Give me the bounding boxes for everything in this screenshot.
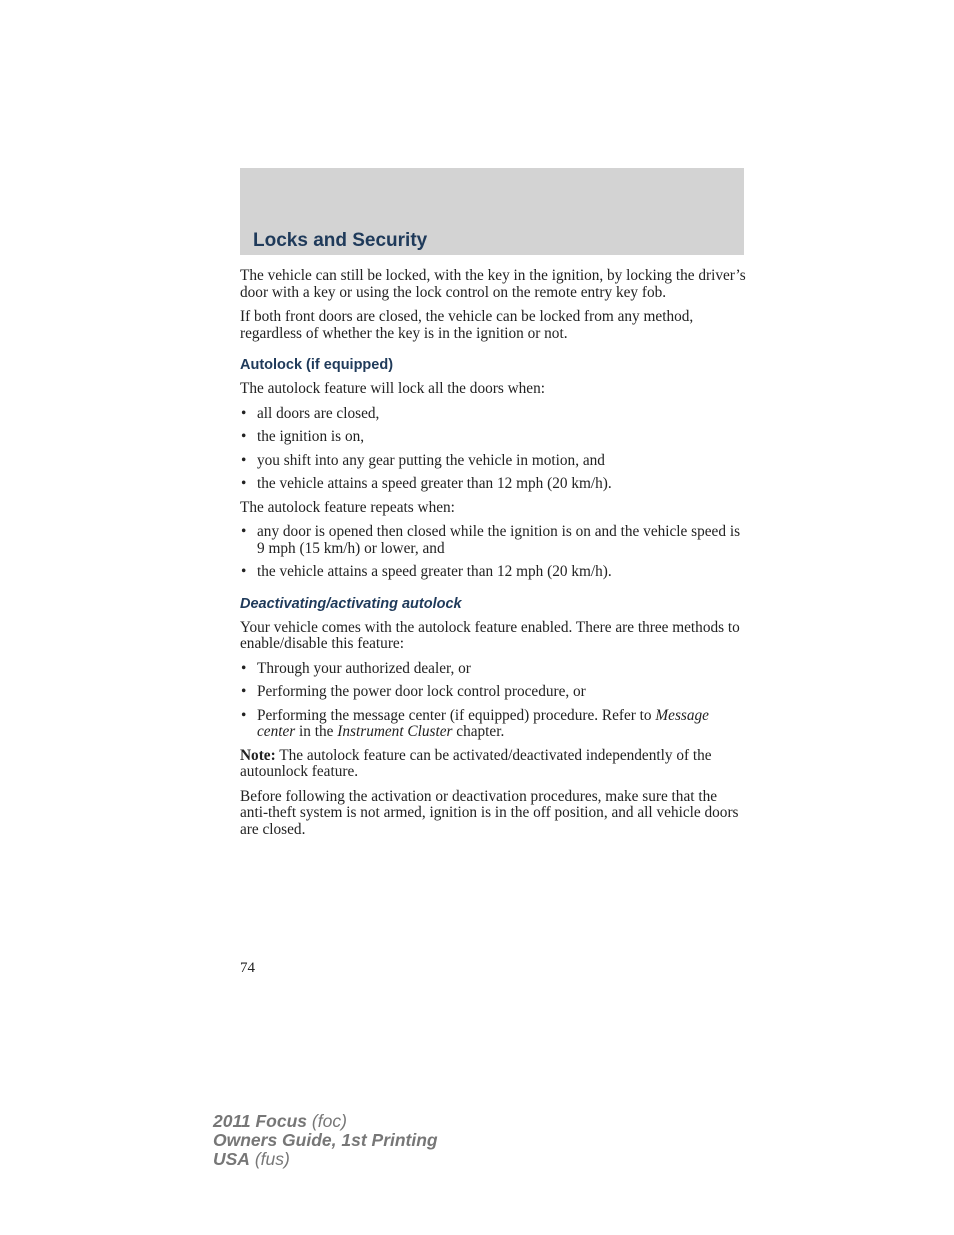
footer-market-code: (fus) bbox=[249, 1149, 290, 1169]
autolock-lock-list bbox=[240, 406, 746, 493]
list-item: • all doors are closed, bbox=[240, 406, 746, 423]
autolock-repeat-list bbox=[240, 524, 746, 581]
method-text: Performing the message center (if equipped) procedure. Refer to bbox=[257, 706, 656, 724]
list-item: • the ignition is on, bbox=[240, 429, 746, 446]
footer-line-3 bbox=[213, 1150, 438, 1169]
document-footer bbox=[213, 1112, 438, 1169]
chapter-header-band bbox=[240, 168, 744, 255]
closing-paragraph: Before following the activation or deactivation procedures, make sure that the anti-theft system is not armed, ignition is in the off position, and all vehicle doors are closed. bbox=[240, 787, 739, 838]
intro-paragraph-2: If both front doors are closed, the vehicle can be locked from any method, regardless of whether the key is in the ignition or not. bbox=[240, 308, 694, 342]
message-center-reference: Message center bbox=[257, 706, 709, 740]
autolock-repeat-intro: The autolock feature repeats when: bbox=[240, 498, 455, 516]
footer-printing: Owners Guide, 1st Printing bbox=[213, 1130, 438, 1150]
list-item bbox=[240, 708, 746, 741]
page-content bbox=[240, 268, 746, 846]
deactivating-heading: Deactivating/activating autolock bbox=[240, 595, 462, 612]
footer-line-1 bbox=[213, 1112, 438, 1131]
method-text: chapter. bbox=[452, 723, 505, 740]
deactivating-intro: Your vehicle comes with the autolock feature enabled. There are three methods to enable/disable this feature: bbox=[240, 618, 740, 652]
list-item: • any door is opened then closed while the ignition is on and the vehicle speed is 9 mph (15 km/h) or lower, and bbox=[240, 524, 746, 557]
autolock-lock-intro: The autolock feature will lock all the doors when: bbox=[240, 380, 545, 397]
method-text: in the bbox=[295, 723, 338, 740]
page-number: 74 bbox=[240, 960, 255, 976]
list-item: • you shift into any gear putting the vehicle in motion, and bbox=[240, 453, 746, 470]
footer-model-code: (foc) bbox=[307, 1111, 347, 1131]
list-item: • the vehicle attains a speed greater than 12 mph (20 km/h). bbox=[240, 476, 746, 493]
chapter-title: Locks and Security bbox=[253, 230, 428, 251]
list-item: • Through your authorized dealer, or bbox=[240, 661, 746, 678]
note-paragraph bbox=[240, 748, 746, 781]
list-item: • Performing the power door lock control procedure, or bbox=[240, 684, 746, 701]
footer-market: USA bbox=[213, 1149, 250, 1169]
footer-line-2 bbox=[213, 1131, 438, 1150]
autolock-heading: Autolock (if equipped) bbox=[240, 357, 394, 373]
intro-paragraph-1: The vehicle can still be locked, with the key in the ignition, by locking the driver’s door with a key or using the lock control on the remote entry key fob. bbox=[240, 267, 746, 301]
instrument-cluster-reference: Instrument Cluster bbox=[337, 723, 453, 740]
note-label: Note: bbox=[240, 746, 276, 764]
note-text: The autolock feature can be activated/deactivated independently of the autounlock feature. bbox=[240, 746, 712, 780]
deactivating-methods-list bbox=[240, 661, 746, 741]
list-item: • the vehicle attains a speed greater than 12 mph (20 km/h). bbox=[240, 564, 746, 581]
footer-model: 2011 Focus bbox=[213, 1111, 308, 1131]
